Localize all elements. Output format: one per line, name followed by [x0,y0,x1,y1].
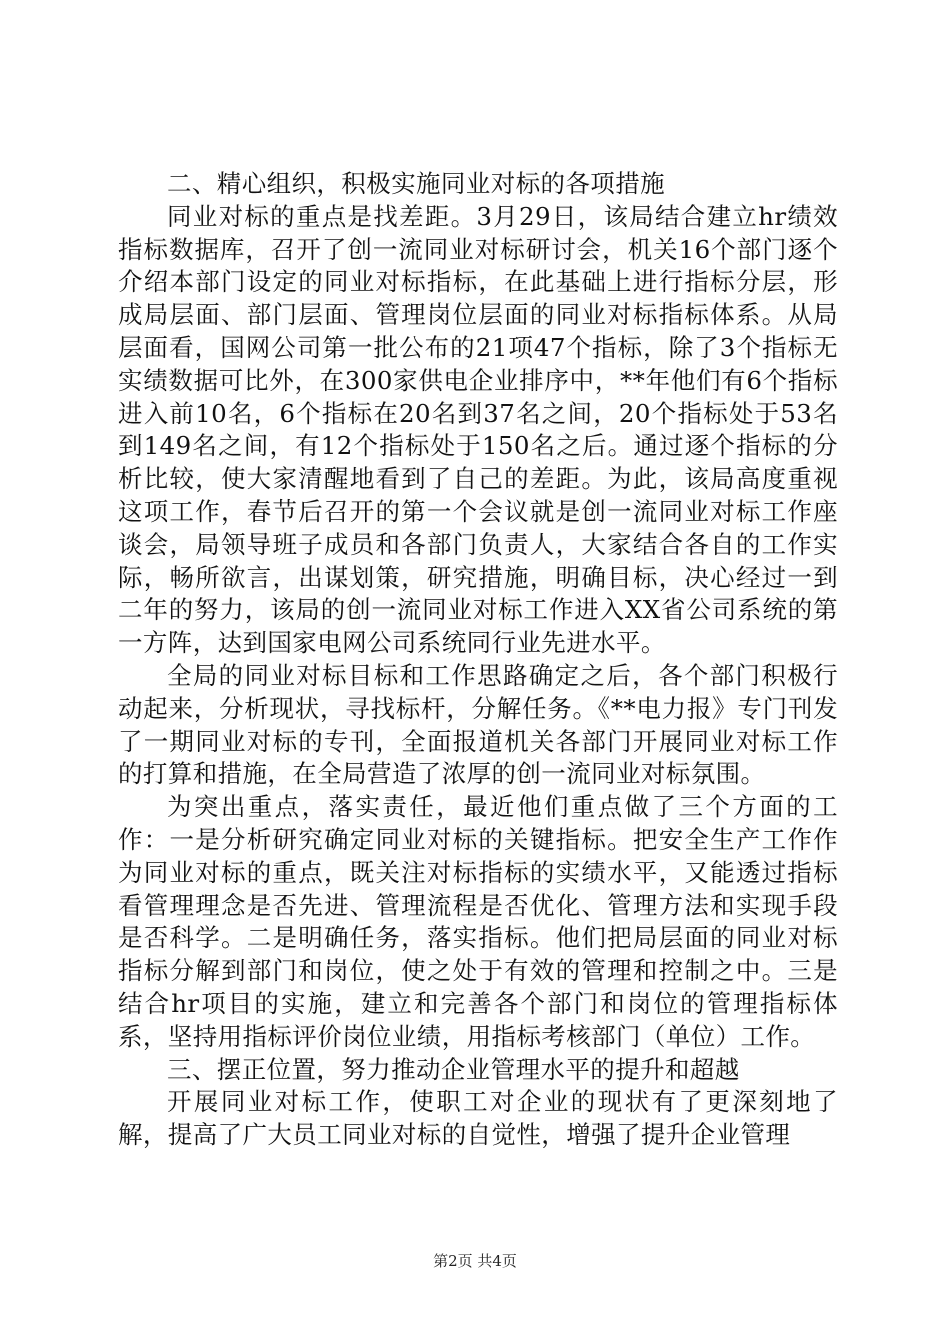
body-paragraph: 全局的同业对标目标和工作思路确定之后，各个部门积极行动起来，分析现状，寻找标杆，分解任务。《**电力报》专门刊发了一期同业对标的专刊，全面报道机关各部门开展同业对标工作的打算和措施，在全局营造了浓厚的创一流同业对标氛围。 [118,660,838,789]
document-body [118,168,838,1152]
body-paragraph: 同业对标的重点是找差距。3月29日，该局结合建立hr绩效指标数据库，召开了创一流同业对标研讨会，机关16个部门逐个介绍本部门设定的同业对标指标，在此基础上进行指标分层，形成局层面、部门层面、管理岗位层面的同业对标指标体系。从局层面看，国网公司第一批公布的21项47个指标，除了3个指标无实绩数据可比外，在300家供电企业排序中，**年他们有6个指标进入前10名，6个指标在20名到37名之间，20个指标处于53名到149名之间，有12个指标处于150名之后。通过逐个指标的分析比较，使大家清醒地看到了自己的差距。为此，该局高度重视这项工作，春节后召开的第一个会议就是创一流同业对标工作座谈会，局领导班子成员和各部门负责人，大家结合各自的工作实际，畅所欲言，出谋划策，研究措施，明确目标，决心经过一到二年的努力，该局的创一流同业对标工作进入XX省公司系统的第一方阵，达到国家电网公司系统同行业先进水平。 [118,201,838,658]
body-paragraph: 为突出重点，落实责任，最近他们重点做了三个方面的工作：一是分析研究确定同业对标的关键指标。把安全生产工作作为同业对标的重点，既关注对标指标的实绩水平，又能透过指标看管理理念是否先进、管理流程是否优化、管理方法和实现手段是否科学。二是明确任务，落实指标。他们把局层面的同业对标指标分解到部门和岗位，使之处于有效的管理和控制之中。三是结合hr项目的实施，建立和完善各个部门和岗位的管理指标体系，坚持用指标评价岗位业绩，用指标考核部门（单位）工作。 [118,792,838,1051]
section-heading-2: 二、精心组织，积极实施同业对标的各项措施 [167,169,665,198]
page-number-footer: 第2页 共4页 [433,1252,517,1270]
section-heading-3: 三、摆正位置，努力推动企业管理水平的提升和超越 [167,1054,740,1084]
body-paragraph: 开展同业对标工作，使职工对企业的现状有了更深刻地了解，提高了广大员工同业对标的自觉性，增强了提升企业管理 [118,1087,838,1150]
